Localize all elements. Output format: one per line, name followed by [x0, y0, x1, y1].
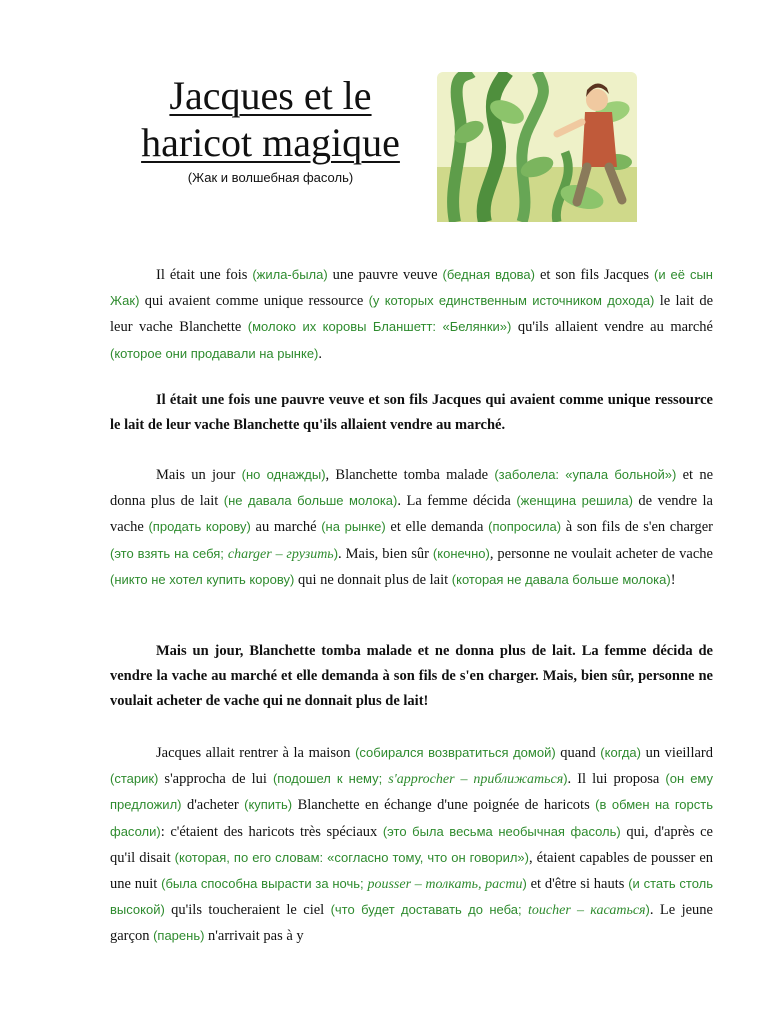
russian-translation: (заболела: «упала больной»): [494, 467, 677, 482]
french-text: à son fils de s'en charger: [561, 519, 713, 536]
russian-translation: (и её сын Жак): [110, 267, 713, 309]
russian-translation: (и стать столь высокой): [110, 876, 713, 918]
russian-translation: (продать корову): [148, 519, 251, 535]
russian-translation: (что будет доставать до неба;: [330, 902, 528, 918]
french-text: . Il lui proposa: [567, 771, 666, 788]
title-block: [108, 72, 433, 185]
russian-translation: ): [522, 876, 527, 892]
paragraph-1-text: [110, 262, 713, 367]
russian-translation: (конечно): [432, 545, 490, 561]
french-text: Il était une fois: [156, 267, 253, 283]
french-text: quand: [555, 745, 601, 761]
russian-translation: (старик): [110, 771, 159, 787]
page-title-line-1: Jacques et le: [169, 73, 372, 118]
french-text: , personne ne voulait acheter de vache: [489, 545, 713, 562]
french-text: qu'ils allaient vendre au marché: [511, 319, 713, 336]
russian-translation: ): [645, 902, 650, 918]
french-text: n'arrivait pas à y: [204, 928, 304, 945]
french-text: au marché: [250, 519, 322, 536]
paragraph-4-text: Mais un jour, Blanchette tomba malade et ne donna plus de lait. La femme décida de vendre la vache au marché et elle demanda à son fils de s'en charger. Mais, bien sûr, personne ne voulait acheter de vache qui ne donnait plus de lait!: [110, 643, 713, 710]
russian-translation: ): [563, 771, 568, 787]
french-text: , étaient capables de pousser en une nuit: [110, 849, 714, 893]
french-text: , Blanchette tomba malade: [325, 467, 495, 483]
french-text: . Mais, bien sûr: [338, 545, 433, 562]
russian-translation: (парень): [153, 928, 205, 944]
russian-translation: (попросила): [488, 519, 562, 535]
russian-translation: (когда): [600, 745, 641, 760]
french-text: un vieillard: [641, 745, 713, 761]
french-text: qui ne donnait plus de lait: [294, 571, 452, 588]
french-text: de vendre la vache: [110, 493, 713, 536]
russian-translation: (не давала больше молока): [223, 493, 398, 509]
russian-translation: (на рынке): [321, 519, 386, 535]
french-text: d'acheter: [181, 797, 245, 814]
russian-translation: (подошел к нему;: [272, 771, 389, 787]
french-text: Jacques allait rentrer à la maison: [156, 745, 356, 761]
russian-translation: (это взять на себя;: [110, 545, 228, 561]
french-text: s'approcha de lui: [158, 771, 273, 788]
russian-translation: pousser – толкать, расти: [367, 877, 523, 893]
russian-translation: (он ему предложил): [110, 771, 714, 813]
french-text: le lait de leur vache Blanchette: [110, 293, 713, 336]
russian-translation: (у которых единственным источником дохода): [368, 293, 655, 309]
french-text: Mais un jour: [156, 467, 242, 483]
russian-translation: (которая не давала больше молока): [451, 571, 671, 587]
french-text: .: [318, 345, 322, 362]
russian-translation: (это была весьма необычная фасоль): [382, 823, 621, 839]
beanstalk-illustration: [437, 72, 637, 222]
russian-translation: (молоко их коровы Бланшетт: «Белянки»): [247, 319, 512, 335]
russian-translation: (была способна вырасти за ночь;: [161, 876, 368, 892]
french-text: qui avaient comme unique ressource: [139, 293, 369, 310]
paragraph-3-text: [110, 462, 713, 593]
paragraph-5-text: [110, 740, 713, 950]
paragraph-2-text: Il était une fois une pauvre veuve et son fils Jacques qui avaient comme unique ressource le lait de leur vache Blanchette qu'ils allaient vendre au marché.: [110, 392, 713, 434]
french-text: . La femme décida: [397, 493, 517, 510]
french-text: qui, d'après ce qu'il disait: [110, 823, 713, 866]
paragraph-3: [110, 462, 713, 593]
russian-translation: toucher – касаться: [528, 903, 646, 919]
french-text: : c'étaient des haricots très spéciaux: [160, 823, 383, 840]
french-text: . Le jeune garçon: [110, 902, 713, 945]
page-title-line-2: haricot magique: [141, 120, 400, 165]
russian-translation: (жила-была): [252, 267, 328, 282]
french-text: !: [670, 571, 676, 588]
french-text: une pauvre veuve: [327, 267, 443, 283]
russian-translation: (в обмен на горсть фасоли): [110, 797, 713, 839]
russian-translation: charger – грузить: [227, 546, 334, 562]
french-text: et ne donna plus de lait: [110, 467, 713, 510]
russian-translation: (которое они продавали на рынке): [110, 345, 319, 361]
page-subtitle: (Жак и волшебная фасоль): [187, 170, 354, 185]
russian-translation: (бедная вдова): [442, 267, 535, 282]
russian-translation: (собирался возвратиться домой): [355, 745, 556, 760]
french-text: Blanchette en échange d'une poignée de haricots: [292, 797, 596, 814]
russian-translation: (никто не хотел купить корову): [110, 571, 295, 587]
paragraph-2: [110, 388, 713, 438]
french-text: et elle demanda: [385, 519, 489, 536]
russian-translation: (женщина решила): [516, 493, 633, 509]
russian-translation: (которая, по его словам: «согласно тому, что он говорил»): [174, 849, 529, 865]
russian-translation: ): [333, 545, 339, 561]
russian-translation: (но однажды): [241, 467, 326, 482]
paragraph-4: [110, 639, 713, 715]
french-text: qu'ils toucheraient le ciel: [164, 902, 331, 919]
russian-translation: (купить): [244, 797, 293, 813]
french-text: et d'être si hauts: [526, 876, 629, 893]
french-text: et son fils Jacques: [535, 267, 655, 283]
paragraph-1: [110, 262, 713, 367]
russian-translation: s'approcher – приближаться: [388, 772, 564, 788]
paragraph-5: [110, 740, 713, 950]
